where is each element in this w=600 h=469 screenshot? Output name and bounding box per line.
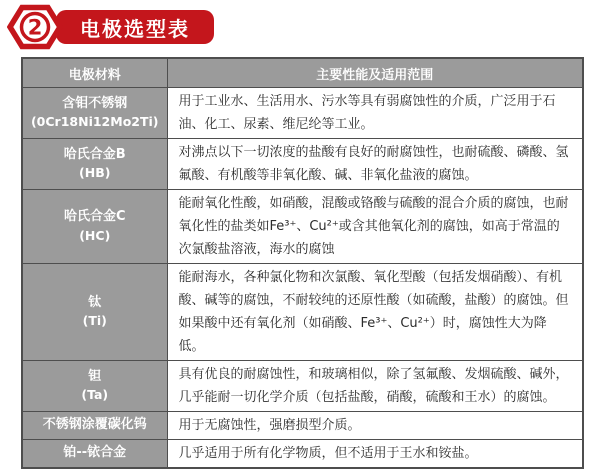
- material-code: (HB): [79, 165, 111, 181]
- table-row: [22, 190, 583, 264]
- material-cell: [22, 264, 167, 361]
- description-cell: 能耐氧化性酸，如硝酸，混酸或铬酸与硫酸的混合介质的腐蚀，也耐氧化性的盐类如Fe³⁺、Cu²⁺或含其他氧化剂的腐蚀，如高于常温的次氯酸盐溶液，海水的腐蚀: [167, 190, 583, 264]
- description-cell: 几乎适用于所有化学物质，但不适用于王水和铵盐。: [167, 440, 583, 469]
- column-header-material: 电极材料: [22, 58, 167, 88]
- section-title-banner: [56, 10, 214, 44]
- number-badge-icon: [7, 3, 63, 51]
- table-row: [22, 139, 583, 190]
- description-cell: 用于无腐蚀性，强磨损型介质。: [167, 412, 583, 440]
- material-cell: [22, 190, 167, 264]
- table-header-row: [22, 58, 583, 88]
- material-code: (HC): [79, 227, 111, 243]
- page-header: [0, 0, 600, 57]
- material-code: (0Cr18Ni12Mo2Ti): [30, 114, 159, 130]
- material-name: 哈氏合金B: [63, 146, 126, 162]
- material-name: 不锈钢涂覆碳化钨: [42, 417, 147, 433]
- material-cell: [22, 440, 167, 469]
- section-title: 电极选型表: [80, 16, 190, 41]
- column-header-description: 主要性能及适用范围: [167, 58, 583, 88]
- description-cell: 具有优良的耐腐蚀性，和玻璃相似，除了氢氟酸、发烟硫酸、碱外，几乎能耐一切化学介质（包括盐酸，硝酸，硫酸和王水）的腐蚀。: [167, 361, 583, 412]
- material-name: 钽: [88, 368, 102, 384]
- electrode-selection-table: [21, 57, 584, 469]
- table-row: [22, 440, 583, 469]
- material-cell: [22, 361, 167, 412]
- material-cell: [22, 412, 167, 440]
- table-row: [22, 412, 583, 440]
- material-cell: [22, 139, 167, 190]
- material-name: 铂--铱合金: [63, 445, 127, 461]
- material-cell: [22, 88, 167, 139]
- badge-number: 2: [27, 15, 43, 40]
- description-cell: 能耐海水，各种氯化物和次氯酸、氧化型酸（包括发烟硝酸）、有机酸、碱等的腐蚀，不耐较纯的还原性酸（如硫酸，盐酸）的腐蚀。但如果酸中还有氧化剂（如硝酸、Fe³⁺、Cu²⁺）时，腐蚀性大为降低。: [167, 264, 583, 361]
- table-row: [22, 88, 583, 139]
- material-code: (Ta): [81, 387, 109, 403]
- material-name: 含钼不锈钢: [62, 95, 128, 111]
- material-code: (Ti): [82, 313, 107, 329]
- table-row: [22, 361, 583, 412]
- description-cell: 用于工业水、生活用水、污水等具有弱腐蚀性的介质，广泛用于石油、化工、尿素、维尼纶等工业。: [167, 88, 583, 139]
- material-name: 钛: [88, 294, 102, 310]
- table-row: [22, 264, 583, 361]
- material-name: 哈氏合金C: [63, 209, 126, 225]
- description-cell: 对沸点以下一切浓度的盐酸有良好的耐腐蚀性，也耐硫酸、磷酸、氢氟酸、有机酸等非氧化酸、碱、非氧化盐液的腐蚀。: [167, 139, 583, 190]
